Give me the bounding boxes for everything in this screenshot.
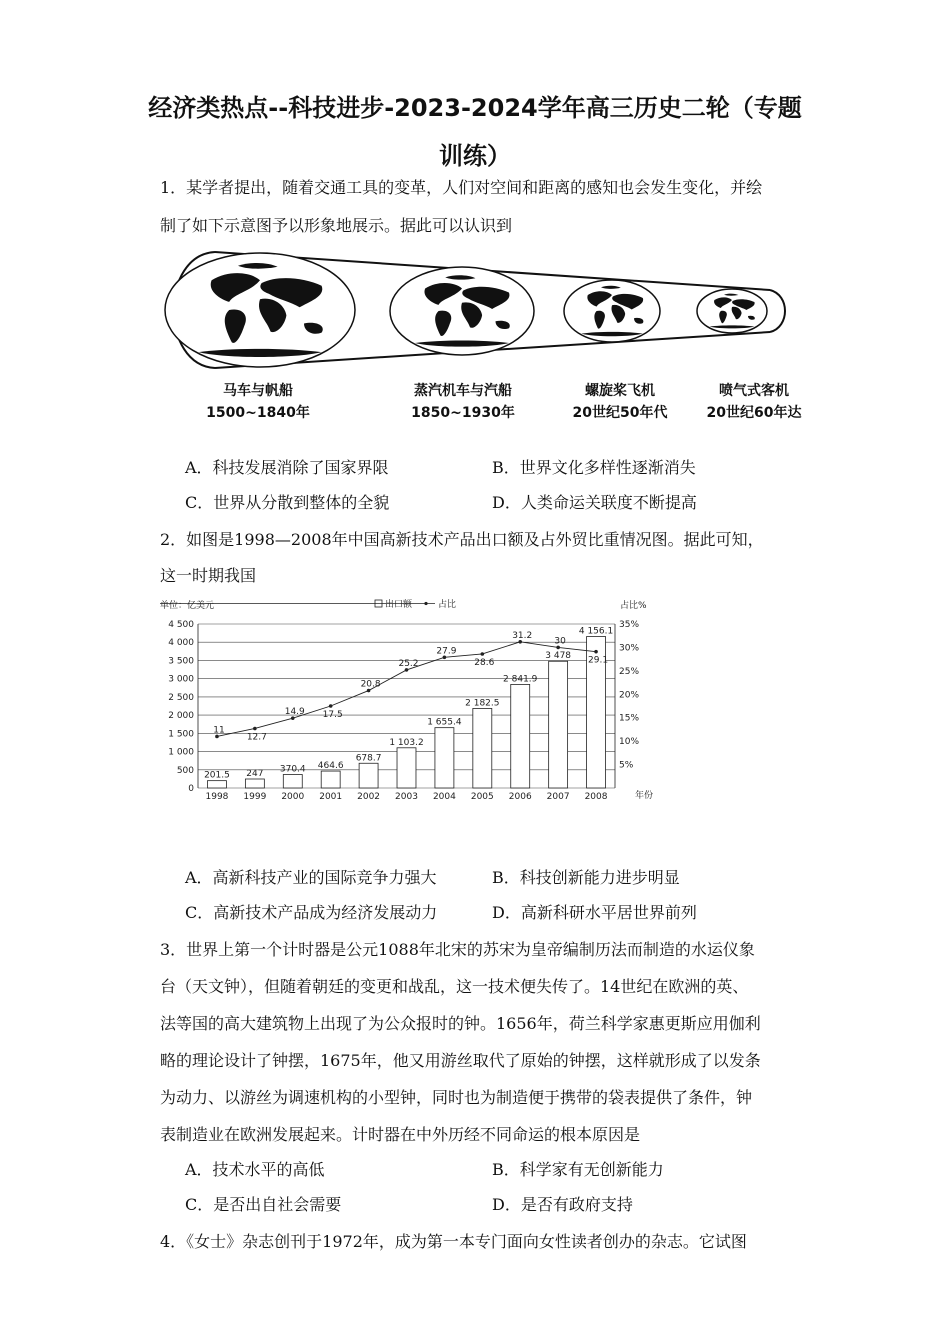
export-chart bbox=[160, 596, 660, 806]
legend-bar-label: 出口额 bbox=[385, 600, 413, 610]
share-value-label: 31.2 bbox=[512, 630, 533, 641]
share-value-label: 25.2 bbox=[398, 658, 419, 669]
x-tick-label: 2003 bbox=[395, 792, 418, 802]
figure-label-propeller-plane: 螺旋桨飞机 bbox=[585, 383, 655, 399]
chart-unit-right: 占比% bbox=[620, 601, 647, 611]
y2-tick-label: 10% bbox=[619, 737, 640, 748]
x-tick-label: 1999 bbox=[243, 792, 267, 802]
q1-figure-globes bbox=[160, 245, 810, 425]
share-value-label: 20.8 bbox=[360, 679, 381, 690]
bar bbox=[207, 781, 226, 788]
y2-tick-label: 5% bbox=[619, 760, 634, 771]
document-title-continued: 训练） bbox=[439, 142, 511, 170]
y2-tick-label: 20% bbox=[619, 690, 640, 701]
q3-stem-line5: 为动力、以游丝为调速机构的小型钟，同时也为制造便于携带的袋表提供了条件，钟 bbox=[160, 1088, 753, 1107]
bar bbox=[245, 779, 264, 788]
bar bbox=[359, 763, 378, 788]
share-value-label: 30 bbox=[554, 636, 566, 647]
bar bbox=[435, 728, 454, 788]
bar-value-label: 247 bbox=[246, 768, 264, 779]
q4-stem-line1: 4．《女士》杂志创刊于1972年，成为第一本专门面向女性读者创办的杂志。它试图 bbox=[160, 1232, 747, 1251]
legend-line-label: 占比 bbox=[438, 600, 457, 610]
y-tick-label: 1 000 bbox=[168, 747, 194, 758]
x-tick-label: 2006 bbox=[508, 792, 532, 802]
q2-stem-line2: 这一时期我国 bbox=[160, 566, 257, 585]
bar-value-label: 4 156.1 bbox=[578, 626, 614, 637]
chart-x-axis-label: 年份 bbox=[635, 791, 654, 801]
y-tick-label: 2 500 bbox=[168, 692, 194, 703]
y2-tick-label: 25% bbox=[619, 666, 640, 677]
share-value-label: 11 bbox=[213, 725, 225, 736]
funnel-outline-right bbox=[770, 290, 785, 332]
figure-period-horse-carriage: 1500~1840年 bbox=[206, 405, 310, 421]
share-point bbox=[253, 727, 257, 731]
share-value-label: 28.6 bbox=[474, 657, 495, 668]
share-point bbox=[594, 650, 598, 654]
bar bbox=[397, 748, 416, 788]
x-tick-label: 1998 bbox=[205, 792, 229, 802]
x-tick-label: 2005 bbox=[470, 792, 494, 802]
world-map-globe-icon bbox=[390, 267, 534, 355]
bar-value-label: 464.6 bbox=[317, 761, 344, 772]
bar-value-label: 2 182.5 bbox=[465, 698, 500, 709]
figure-period-steam: 1850~1930年 bbox=[411, 405, 515, 421]
legend-line-marker bbox=[424, 602, 427, 605]
bar bbox=[321, 771, 340, 788]
bar bbox=[511, 684, 530, 788]
figure-label-steam: 蒸汽机车与汽船 bbox=[414, 383, 512, 399]
y-tick-label: 3 500 bbox=[168, 656, 194, 667]
share-point bbox=[329, 704, 333, 708]
world-map-globe-icon bbox=[564, 280, 660, 342]
q2-option-c[interactable]: C．高新技术产品成为经济发展动力 bbox=[185, 903, 438, 922]
y-tick-label: 4 000 bbox=[168, 638, 194, 649]
y-tick-label: 0 bbox=[188, 784, 194, 794]
q2-option-b[interactable]: B．科技创新能力进步明显 bbox=[492, 868, 680, 887]
share-value-label: 29.1 bbox=[588, 655, 609, 666]
y2-tick-label: 15% bbox=[619, 713, 640, 724]
figure-period-propeller-plane: 20世纪50年代 bbox=[572, 405, 668, 421]
world-map-globe-icon bbox=[165, 253, 355, 367]
y2-tick-label: 30% bbox=[619, 643, 640, 654]
figure-label-jet-airliner: 喷气式客机 bbox=[719, 383, 789, 399]
q3-stem-line2: 台（天文钟），但随着朝廷的变更和战乱，这一技术便失传了。14世纪在欧洲的英、 bbox=[160, 977, 749, 996]
figure-period-jet-airliner: 20世纪60年达 bbox=[706, 405, 802, 421]
x-tick-label: 2004 bbox=[432, 792, 456, 802]
q1-stem-line2: 制了如下示意图予以形象地展示。据此可以认识到 bbox=[160, 216, 513, 235]
y-tick-label: 4 500 bbox=[168, 620, 194, 630]
bar-value-label: 2 841.9 bbox=[503, 674, 538, 685]
share-line bbox=[217, 642, 596, 737]
y-tick-label: 1 500 bbox=[168, 729, 194, 740]
bar bbox=[549, 661, 568, 788]
bar-value-label: 370.4 bbox=[279, 764, 306, 775]
q3-stem-line6: 表制造业在欧洲发展起来。计时器在中外历经不同命运的根本原因是 bbox=[160, 1125, 641, 1144]
bar bbox=[283, 775, 302, 788]
x-tick-label: 2002 bbox=[357, 792, 381, 802]
q3-option-b[interactable]: B．科学家有无创新能力 bbox=[492, 1160, 664, 1179]
q3-option-a[interactable]: A．技术水平的高低 bbox=[185, 1160, 325, 1179]
q1-option-a[interactable]: A．科技发展消除了国家界限 bbox=[185, 458, 389, 477]
x-tick-label: 2007 bbox=[546, 792, 570, 802]
share-value-label: 12.7 bbox=[246, 732, 267, 743]
share-value-label: 17.5 bbox=[322, 710, 343, 720]
q2-stem-line1: 2．如图是1998—2008年中国高新技术产品出口额及占外贸比重情况图。据此可知， bbox=[160, 530, 764, 549]
y2-tick-label: 35% bbox=[619, 620, 640, 630]
q1-option-d[interactable]: D．人类命运关联度不断提高 bbox=[492, 493, 697, 512]
bar-value-label: 201.5 bbox=[204, 770, 230, 781]
q1-option-c[interactable]: C．世界从分散到整体的全貌 bbox=[185, 493, 390, 512]
bar-value-label: 1 655.4 bbox=[427, 717, 462, 728]
q3-stem-line3: 法等国的高大建筑物上出现了为公众报时的钟。1656年，荷兰科学家惠更斯应用伽利 bbox=[160, 1014, 761, 1033]
q3-option-d[interactable]: D．是否有政府支持 bbox=[492, 1195, 633, 1214]
q3-option-c[interactable]: C．是否出自社会需要 bbox=[185, 1195, 342, 1214]
y-tick-label: 2 000 bbox=[168, 711, 194, 722]
bar-value-label: 3 478 bbox=[545, 651, 572, 662]
share-value-label: 14.9 bbox=[284, 707, 305, 718]
q3-stem-line1: 3．世界上第一个计时器是公元1088年北宋的苏宋为皇帝编制历法而制造的水运仪象 bbox=[160, 940, 755, 959]
x-tick-label: 2008 bbox=[584, 792, 608, 802]
q2-option-a[interactable]: A．高新科技产业的国际竞争力强大 bbox=[185, 868, 437, 887]
figure-label-horse-carriage: 马车与帆船 bbox=[223, 383, 293, 399]
y-tick-label: 3 000 bbox=[168, 674, 194, 685]
chart-unit-left: 单位：亿美元 bbox=[160, 601, 215, 611]
world-map-globe-icon bbox=[697, 289, 767, 333]
document-title: 经济类热点--科技进步-2023-2024学年高三历史二轮（专题 bbox=[148, 94, 802, 122]
share-value-label: 27.9 bbox=[436, 646, 457, 657]
bar-value-label: 1 103.2 bbox=[389, 737, 424, 748]
q1-option-b[interactable]: B．世界文化多样性逐渐消失 bbox=[492, 458, 696, 477]
bar bbox=[473, 708, 492, 788]
q1-stem-line1: 1．某学者提出，随着交通工具的变革，人们对空间和距离的感知也会发生变化，并绘 bbox=[160, 178, 763, 197]
q3-stem-line4: 略的理论设计了钟摆，1675年，他又用游丝取代了原始的钟摆，这样就形成了以发条 bbox=[160, 1051, 761, 1070]
share-point bbox=[481, 652, 485, 656]
bar-value-label: 678.7 bbox=[355, 753, 382, 764]
y-tick-label: 500 bbox=[176, 765, 194, 776]
x-tick-label: 2000 bbox=[281, 792, 305, 802]
q2-option-d[interactable]: D．高新科研水平居世界前列 bbox=[492, 903, 697, 922]
x-tick-label: 2001 bbox=[319, 792, 343, 802]
